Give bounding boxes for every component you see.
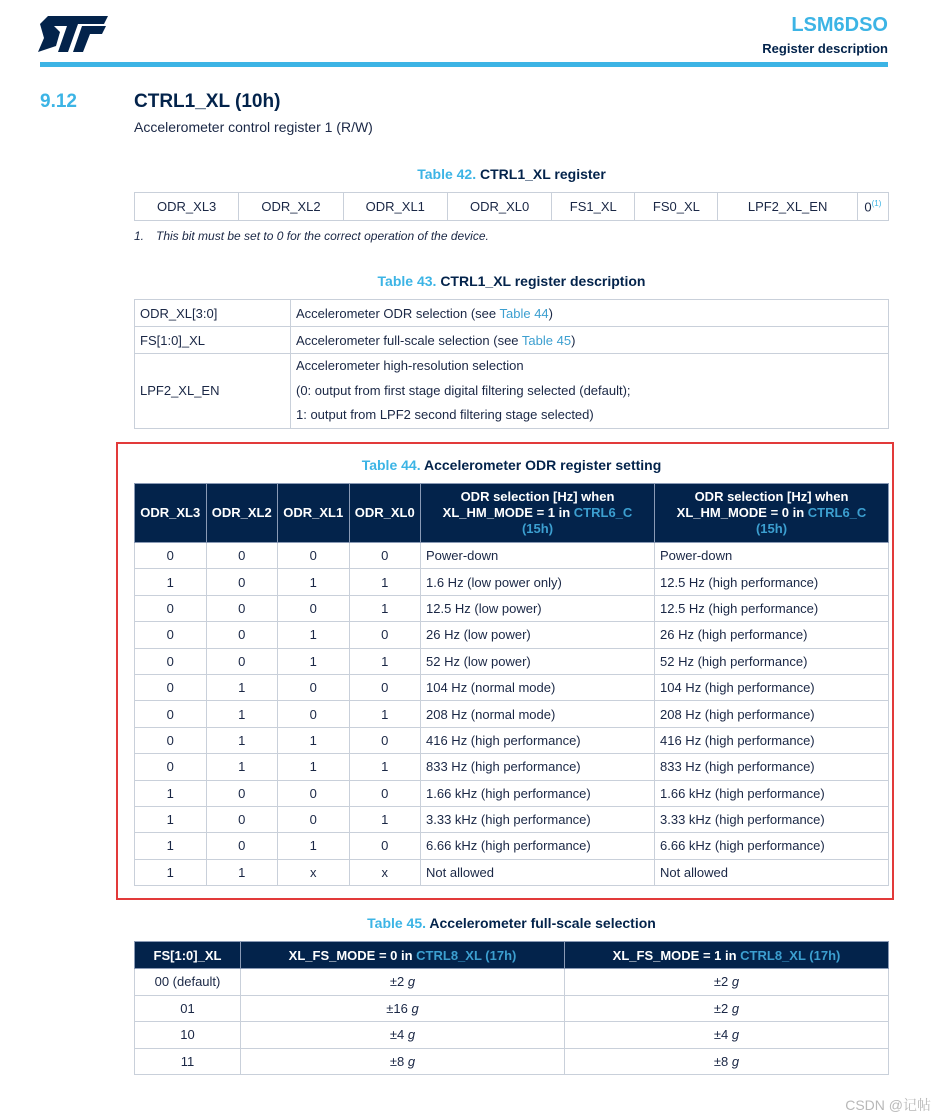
header-rule xyxy=(40,62,888,67)
table43-caption xyxy=(134,273,889,289)
bit-cell: 0 xyxy=(206,543,278,569)
desc-cell xyxy=(291,354,889,429)
odr-cell: 3.33 kHz (high performance) xyxy=(655,806,889,832)
bit-cell: 1 xyxy=(206,727,278,753)
unit-label: g xyxy=(407,1053,416,1069)
odr-cell: 12.5 Hz (high performance) xyxy=(655,595,889,621)
table-row xyxy=(135,701,889,727)
range-cell xyxy=(565,1048,889,1075)
desc-cell xyxy=(291,327,889,354)
unit-label: g xyxy=(731,1053,740,1069)
cell-value: 01 xyxy=(180,1000,195,1016)
bit-cell: 0 xyxy=(278,674,350,700)
desc-tail: ) xyxy=(571,332,576,348)
desc-line: 1: output from LPF2 second filtering stage selected) xyxy=(296,407,594,422)
odr-cell: 3.33 kHz (high performance) xyxy=(421,806,655,832)
column-header: FS[1:0]_XL xyxy=(135,942,241,969)
column-header: ODR_XL2 xyxy=(206,484,278,543)
odr-cell: Not allowed xyxy=(421,859,655,885)
bit-cell: 0 xyxy=(135,674,207,700)
bit-cell: 0 xyxy=(206,622,278,648)
table-row xyxy=(135,806,889,832)
odr-cell: 12.5 Hz (low power) xyxy=(421,595,655,621)
desc-line: Accelerometer high-resolution selection xyxy=(296,358,524,373)
bit-cell: 1 xyxy=(278,754,350,780)
bit-cell: 0 xyxy=(135,595,207,621)
header-text: XL_HM_MODE = 0 in xyxy=(676,505,808,520)
odr-cell: 1.66 kHz (high performance) xyxy=(421,780,655,806)
bit-cell: LPF2_XL_EN xyxy=(718,193,857,221)
range-cell xyxy=(565,969,889,996)
fs-cell xyxy=(135,1048,241,1075)
table45-link[interactable]: Table 45 xyxy=(521,332,572,348)
odr-cell: 104 Hz (high performance) xyxy=(655,674,889,700)
bit-cell xyxy=(857,193,888,221)
table43-caption-number: Table 43. xyxy=(377,273,437,289)
bit-cell: 0 xyxy=(135,622,207,648)
odr-cell: 26 Hz (high performance) xyxy=(655,622,889,648)
bit-cell: 1 xyxy=(349,754,421,780)
footnote-text: This bit must be set to 0 for the correct operation of the device. xyxy=(156,229,489,243)
cell-value: ±2 xyxy=(713,974,729,990)
column-header xyxy=(655,484,889,543)
bit-cell: 0 xyxy=(206,806,278,832)
cell-value: ±4 xyxy=(713,1027,729,1043)
column-header xyxy=(241,942,565,969)
bit-cell: 0 xyxy=(278,780,350,806)
odr-cell: Power-down xyxy=(421,543,655,569)
bit-cell: 0 xyxy=(278,806,350,832)
cell-value: ±8 xyxy=(389,1053,405,1069)
part-number: LSM6DSO xyxy=(791,14,888,36)
table-header-row xyxy=(135,484,889,543)
odr-cell: Power-down xyxy=(655,543,889,569)
odr-cell: 6.66 kHz (high performance) xyxy=(655,833,889,859)
column-header xyxy=(421,484,655,543)
cell-value: 10 xyxy=(180,1027,195,1043)
bit-cell: 1 xyxy=(206,859,278,885)
fs-cell xyxy=(135,1022,241,1049)
table44-caption-number: Table 44. xyxy=(361,457,421,473)
bit-cell: 1 xyxy=(278,833,350,859)
bit-cell: ODR_XL1 xyxy=(343,193,447,221)
table44-link[interactable]: Table 44 xyxy=(499,305,549,321)
bit-cell: 1 xyxy=(349,806,421,832)
bit-cell: 0 xyxy=(349,674,421,700)
bit-cell: 0 xyxy=(206,780,278,806)
bit-cell: 0 xyxy=(349,727,421,753)
unit-label: g xyxy=(731,1000,740,1016)
st-logo xyxy=(38,16,108,52)
bit-cell: 0 xyxy=(278,543,350,569)
cell-value: ±2 xyxy=(389,974,405,990)
table45-fullscale xyxy=(134,941,889,1075)
odr-cell: 6.66 kHz (high performance) xyxy=(421,833,655,859)
bit-cell: 0 xyxy=(135,727,207,753)
fs-cell xyxy=(135,969,241,996)
footnote-ref[interactable]: (1) xyxy=(871,198,882,208)
table-row xyxy=(135,327,889,354)
unit-label: g xyxy=(407,1027,416,1043)
table-row xyxy=(135,833,889,859)
desc-line: (0: output from first stage digital filtering selected (default); xyxy=(296,382,631,398)
ctrl6c-link[interactable]: CTRL6_C xyxy=(573,505,633,520)
bit-cell: 1 xyxy=(278,622,350,648)
bit-cell: 0 xyxy=(349,543,421,569)
table-row xyxy=(135,193,889,221)
table45-caption xyxy=(134,915,889,931)
header-line xyxy=(421,505,654,521)
table42-caption-number: Table 42. xyxy=(417,166,477,182)
bit-cell: 0 xyxy=(278,595,350,621)
bit-cell: 1 xyxy=(349,648,421,674)
bit-cell: ODR_XL2 xyxy=(239,193,343,221)
odr-cell: 52 Hz (low power) xyxy=(421,648,655,674)
table44-odr xyxy=(134,483,889,886)
table45-caption-number: Table 45. xyxy=(367,915,427,931)
watermark: CSDN @记帖 xyxy=(845,1097,931,1113)
cell-value: ±2 xyxy=(713,1000,729,1016)
table-row xyxy=(135,595,889,621)
bit-cell: 0 xyxy=(206,648,278,674)
desc-text: Accelerometer ODR selection (see xyxy=(296,305,500,321)
cell-value: 00 (default) xyxy=(154,974,221,990)
header-text: XL_FS_MODE = 0 in xyxy=(288,947,417,963)
bit-cell: 0 xyxy=(349,833,421,859)
header-text: XL_FS_MODE = 1 in xyxy=(612,947,741,963)
odr-cell: Not allowed xyxy=(655,859,889,885)
bit-cell: 0 xyxy=(206,595,278,621)
table-row xyxy=(135,754,889,780)
odr-cell: 1.66 kHz (high performance) xyxy=(655,780,889,806)
range-cell xyxy=(241,1022,565,1049)
table-row xyxy=(135,1048,889,1075)
column-header: ODR_XL1 xyxy=(278,484,350,543)
table-row xyxy=(135,569,889,595)
bit-cell: 0 xyxy=(278,701,350,727)
table44-caption xyxy=(134,457,889,473)
bit-cell: 1 xyxy=(349,701,421,727)
table43-description xyxy=(134,299,889,429)
bit-cell: 0 xyxy=(135,701,207,727)
field-cell: FS[1:0]_XL xyxy=(135,327,291,354)
odr-cell: 833 Hz (high performance) xyxy=(655,754,889,780)
column-header: ODR_XL3 xyxy=(135,484,207,543)
cell-value: 11 xyxy=(180,1053,195,1069)
table-row xyxy=(135,995,889,1022)
column-header xyxy=(565,942,889,969)
odr-cell: 12.5 Hz (high performance) xyxy=(655,569,889,595)
range-cell xyxy=(241,995,565,1022)
header-line xyxy=(655,505,888,521)
odr-cell: 1.6 Hz (low power only) xyxy=(421,569,655,595)
table-row xyxy=(135,859,889,885)
bit-cell: 1 xyxy=(206,754,278,780)
bit-cell: 1 xyxy=(135,859,207,885)
bit-cell: 0 xyxy=(135,543,207,569)
desc-tail: ) xyxy=(548,305,554,321)
table44-caption-text: Accelerometer ODR register setting xyxy=(423,457,662,473)
bit-cell: 1 xyxy=(278,648,350,674)
range-cell xyxy=(241,1048,565,1075)
bit-cell: 1 xyxy=(135,569,207,595)
section-number: 9.12 xyxy=(40,91,77,112)
unit-label: g xyxy=(731,1027,740,1043)
bit-cell: ODR_XL3 xyxy=(135,193,239,221)
unit-label: g xyxy=(407,974,416,990)
bit-cell: ODR_XL0 xyxy=(447,193,551,221)
ctrl6c-link[interactable]: CTRL6_C xyxy=(807,505,867,520)
header-line: (15h) xyxy=(521,521,554,536)
cell-value: ±8 xyxy=(713,1053,729,1069)
table45-body xyxy=(135,969,889,1075)
desc-text: Accelerometer full-scale selection (see xyxy=(296,332,522,348)
range-cell xyxy=(241,969,565,996)
bit-cell: 0 xyxy=(206,569,278,595)
range-cell xyxy=(565,995,889,1022)
table-row xyxy=(135,543,889,569)
bit-cell: 0 xyxy=(349,780,421,806)
table-row xyxy=(135,780,889,806)
fs-cell xyxy=(135,995,241,1022)
section-subtitle: Accelerometer control register 1 (R/W) xyxy=(134,119,373,135)
field-cell: ODR_XL[3:0] xyxy=(135,300,291,327)
document-header xyxy=(762,14,888,56)
table42-caption-text: CTRL1_XL register xyxy=(480,166,606,182)
table-row xyxy=(135,674,889,700)
footnote-number: 1. xyxy=(134,229,145,243)
table45-caption-text: Accelerometer full-scale selection xyxy=(429,915,656,931)
odr-cell: 52 Hz (high performance) xyxy=(655,648,889,674)
bit-cell: 1 xyxy=(135,806,207,832)
cell-value: ±16 xyxy=(386,1000,408,1016)
odr-cell: 104 Hz (normal mode) xyxy=(421,674,655,700)
header-text: XL_HM_MODE = 1 in xyxy=(442,505,574,520)
cell-value: ±4 xyxy=(389,1027,405,1043)
section-name: Register description xyxy=(762,41,888,56)
unit-label: g xyxy=(731,974,740,990)
table44-body xyxy=(135,543,889,886)
odr-cell: 208 Hz (normal mode) xyxy=(421,701,655,727)
table-row xyxy=(135,354,889,429)
bit-value: 0 xyxy=(864,199,872,215)
bit-cell: FS1_XL xyxy=(552,193,635,221)
bit-cell: 1 xyxy=(278,569,350,595)
bit-cell: 0 xyxy=(135,648,207,674)
table-row xyxy=(135,300,889,327)
section-title: CTRL1_XL (10h) xyxy=(134,91,281,112)
bit-cell: 1 xyxy=(135,833,207,859)
bit-cell: 1 xyxy=(349,569,421,595)
header-line: (15h) xyxy=(755,521,788,536)
table43-caption-text: CTRL1_XL register description xyxy=(440,273,646,289)
bit-cell: FS0_XL xyxy=(635,193,718,221)
table-header-row xyxy=(135,942,889,969)
table-row xyxy=(135,969,889,996)
table42-footnote xyxy=(134,229,489,243)
bit-cell: 1 xyxy=(278,727,350,753)
field-cell: LPF2_XL_EN xyxy=(135,354,291,429)
bit-cell: 0 xyxy=(206,833,278,859)
odr-cell: 416 Hz (high performance) xyxy=(421,727,655,753)
odr-cell: 416 Hz (high performance) xyxy=(655,727,889,753)
bit-cell: 0 xyxy=(349,622,421,648)
odr-cell: 26 Hz (low power) xyxy=(421,622,655,648)
table-row xyxy=(135,727,889,753)
table-row xyxy=(135,622,889,648)
header-line: ODR selection [Hz] when xyxy=(694,489,849,504)
bit-cell: 0 xyxy=(135,754,207,780)
table42-caption xyxy=(134,166,889,182)
bit-cell: 1 xyxy=(206,674,278,700)
range-cell xyxy=(565,1022,889,1049)
bit-cell: x xyxy=(349,859,421,885)
odr-cell: 208 Hz (high performance) xyxy=(655,701,889,727)
odr-cell: 833 Hz (high performance) xyxy=(421,754,655,780)
ctrl8xl-link[interactable]: CTRL8_XL (17h) xyxy=(416,947,517,963)
bit-cell: 1 xyxy=(349,595,421,621)
desc-cell xyxy=(291,300,889,327)
column-header: ODR_XL0 xyxy=(349,484,421,543)
table-row xyxy=(135,1022,889,1049)
bit-cell: 1 xyxy=(135,780,207,806)
bit-cell: 1 xyxy=(206,701,278,727)
unit-label: g xyxy=(411,1000,419,1016)
bit-cell: x xyxy=(278,859,350,885)
table42-register xyxy=(134,192,889,221)
header-line: ODR selection [Hz] when xyxy=(460,489,615,504)
table-row xyxy=(135,648,889,674)
ctrl8xl-link[interactable]: CTRL8_XL (17h) xyxy=(740,947,841,963)
